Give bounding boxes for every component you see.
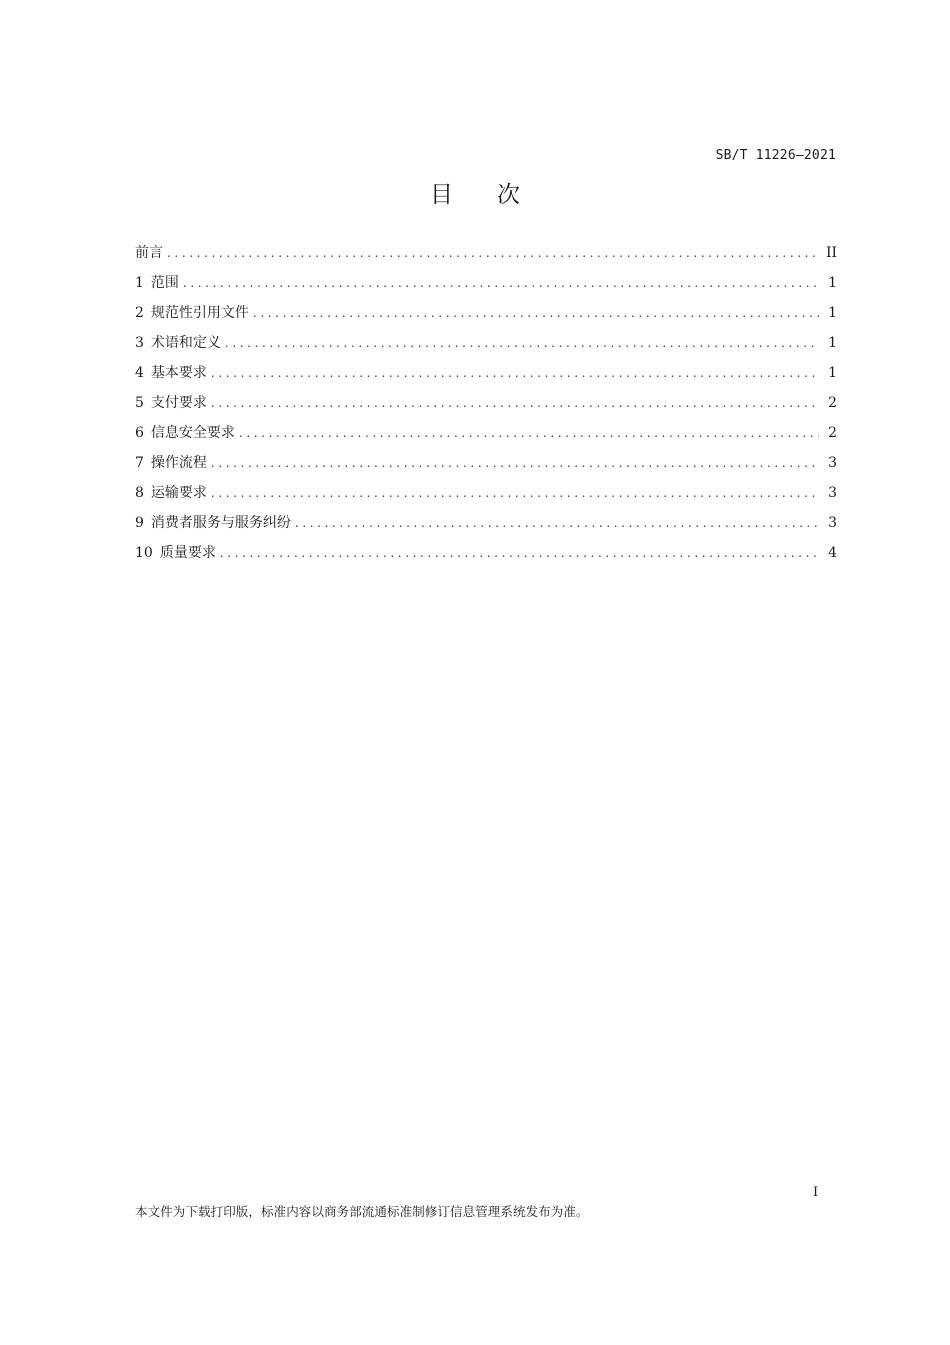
- toc-item-number: 1: [135, 275, 144, 291]
- toc-item-terms-definitions[interactable]: [135, 328, 837, 358]
- toc-item-number: 7: [135, 455, 144, 471]
- toc-item-title: 基本要求: [150, 365, 207, 381]
- toc-item-page: 2: [828, 425, 837, 441]
- toc-leader-dots: [253, 298, 819, 328]
- download-disclaimer: 本文件为下载打印版，标准内容以商务部流通标准制修订信息管理系统发布为准。: [135, 1204, 589, 1219]
- page-title: 目次: [430, 182, 564, 208]
- toc-item-page: II: [825, 245, 837, 261]
- toc-item-title: 信息安全要求: [150, 425, 235, 441]
- toc-leader-dots: [211, 358, 819, 388]
- toc-item-scope[interactable]: [135, 268, 837, 298]
- toc-item-title: 前言: [135, 245, 163, 261]
- toc-leader-dots: [183, 268, 819, 298]
- toc-item-page: 1: [828, 305, 837, 321]
- toc-item-operation-process[interactable]: [135, 448, 837, 478]
- toc-item-page: 3: [828, 515, 837, 531]
- toc-item-page: 1: [828, 335, 837, 351]
- toc-item-title: 消费者服务与服务纠纷: [150, 515, 291, 531]
- toc-leader-dots: [167, 238, 819, 268]
- toc-item-number: 3: [135, 335, 144, 351]
- toc-item-number: 8: [135, 485, 144, 501]
- table-of-contents: [135, 238, 837, 568]
- toc-item-foreword[interactable]: [135, 238, 837, 268]
- toc-leader-dots: [211, 478, 819, 508]
- toc-leader-dots: [295, 508, 819, 538]
- toc-item-transport-requirements[interactable]: [135, 478, 837, 508]
- toc-item-page: 4: [828, 545, 837, 561]
- standard-code: SB/T 11226—2021: [715, 148, 836, 163]
- toc-leader-dots: [211, 388, 819, 418]
- toc-item-payment-requirements[interactable]: [135, 388, 837, 418]
- toc-item-title: 运输要求: [150, 485, 207, 501]
- toc-item-page: 1: [828, 275, 837, 291]
- toc-item-number: 5: [135, 395, 144, 411]
- toc-item-normative-references[interactable]: [135, 298, 837, 328]
- toc-item-title: 规范性引用文件: [150, 305, 249, 321]
- toc-item-number: 10: [135, 545, 153, 561]
- toc-item-page: 1: [828, 365, 837, 381]
- page-number: I: [813, 1185, 819, 1200]
- toc-item-page: 3: [828, 455, 837, 471]
- toc-item-number: 2: [135, 305, 144, 321]
- toc-item-page: 3: [828, 485, 837, 501]
- toc-item-title: 操作流程: [150, 455, 207, 471]
- toc-item-title: 术语和定义: [150, 335, 221, 351]
- toc-item-number: 9: [135, 515, 144, 531]
- toc-item-number: 4: [135, 365, 144, 381]
- toc-item-title: 质量要求: [159, 545, 216, 561]
- toc-item-title: 范围: [150, 275, 179, 291]
- toc-item-basic-requirements[interactable]: [135, 358, 837, 388]
- toc-item-title: 支付要求: [150, 395, 207, 411]
- toc-leader-dots: [211, 448, 819, 478]
- toc-item-quality-requirements[interactable]: [135, 538, 837, 568]
- toc-leader-dots: [220, 538, 819, 568]
- toc-leader-dots: [239, 418, 819, 448]
- toc-item-number: 6: [135, 425, 144, 441]
- toc-item-page: 2: [828, 395, 837, 411]
- toc-item-consumer-service[interactable]: [135, 508, 837, 538]
- toc-item-information-security[interactable]: [135, 418, 837, 448]
- toc-leader-dots: [225, 328, 819, 358]
